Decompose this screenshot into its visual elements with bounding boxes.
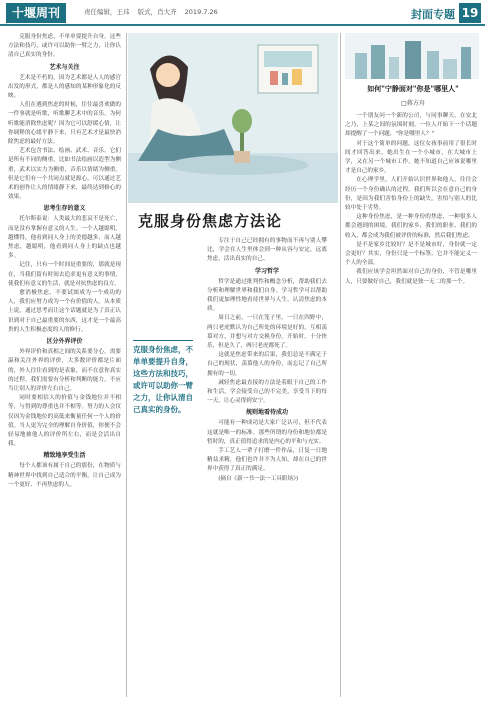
- paragraph: (摘自《新一书一法一工具职场》): [218, 475, 299, 482]
- paragraph: 人们在遇到焦虑的时候，往往最喜欢做的一件事就是听歌，听歌聊艺术中的音乐，为何听歌能消除焦虑呢？因为它可以舒缓心情，让你调释的心绪平静下来，只有艺术才是最快消除焦虑的最好方法。: [8, 102, 121, 146]
- page-meta: [84, 7, 224, 16]
- layout-credit: 版式，肖大齐: [137, 8, 177, 16]
- section-heading: 思考生存的意义: [43, 205, 86, 213]
- section-heading: 精致地享受生活: [43, 452, 86, 460]
- section-heading: 艺术与关注: [49, 63, 80, 71]
- article-title: 克服身份焦虑方法论: [138, 212, 283, 230]
- section-heading: 学习哲学: [254, 267, 279, 275]
- issue-date: 2019.7.26: [184, 8, 218, 16]
- pull-quote: 克服身份焦虑，不单单要提升自身，这些方法和技巧，或许可以助你一臂之力，让你认清自己真实的身份。: [133, 340, 199, 416]
- paragraph: 这种身份焦虑，是一种身份的焦虑，一种很多人都会遇到的困境。我们的家乡、我们的职业、我们的收入，都会成为我们被评价的标准，然后我们焦虑。: [345, 214, 477, 239]
- paragraph: 对于这个简单的问题，这位女孩事前用了很长时间才回答出来，她出生在一个小城市，在大城市上学，又在另一个城市工作，她不知道自己应该说哪里才是自己的家乡。: [345, 140, 477, 175]
- sidebar-byline: □蒋方舟: [401, 100, 425, 107]
- hero-illustration: [128, 33, 338, 203]
- paragraph: 手工艺人一辈子打磨一件作品，日复一日地精益求精，他们也许并不为人知，却在自己的世界中获得了真正的满足。: [207, 448, 327, 473]
- sidebar-column: [345, 112, 477, 702]
- paragraph: 哲学是通过批判性和概念分析，帮助我们去分析和理解世界和我们自身。学习哲学可以帮助我们更加理性地看待世界与人生，认清焦虑的本质。: [207, 278, 327, 313]
- paragraph: 是不是家乡比较好？是不是城市好，身份就一定会更好？其实，身份只是一个标签，它并不能定义一个人的全部。: [345, 241, 477, 267]
- article-column-3: [207, 237, 327, 697]
- paragraph: 在心理学里，人们开始认识世界和他人，往往会经历一个身份确认的过程。我们所以会在意自己的身份，是因为我们害怕身份上的缺失，害怕与别人的比较中处于劣势。: [345, 177, 477, 212]
- paragraph: 愈消极焦虑，不要试图成为一个成功的人，我们应努力成为一个有价值的人。从本质上说，通过思考而让这个话题就是为了真正认识到对于自己最重要的东西，这才是一个最高贵的人生积极态度的人的修行。: [8, 290, 121, 333]
- paragraph: 记住，只有一个时间是重要的，那就是现在，当我们留有时间去追求更有意义的事情，使我们有意义的生活，就是对抗焦虑的良方。: [8, 262, 121, 287]
- sidebar-decoration: [345, 33, 479, 79]
- section-heading: 区分外界评价: [46, 338, 83, 346]
- paragraph: 托尔斯泰说：人类最大的悲哀不是死亡，而是没有掌握有意义的人生。一个人越聪明，越懂得，他看到同人身上的美德越多，而人越焦虑，越聪明，他看到同人身上的缺点也越多。: [8, 216, 121, 260]
- page-header: [0, 0, 485, 26]
- editor-credit: 责任编辑，王玮: [84, 8, 130, 16]
- paragraph: 每个人都该有属于自己的那份，在物质与精神世界中找到自己适合的平衡，让自己成为一个更好、不再焦虑的人。: [8, 463, 121, 488]
- section-name: 封面专题: [411, 8, 455, 21]
- paragraph: 克服身份焦虑，不单单要提升自身，这些方法和技巧，或许可以助你一臂之力，让你认清自己真实的身份。: [8, 34, 121, 59]
- column-divider: [340, 33, 341, 697]
- paragraph: 外界评价和真相之间的关系要分心，需要温和关注外界的评价，大多数评价都是片面的，外人往往看到的是表象，而不在意你真实的过程。我们需要有分析和判断的能力，不应当让别人的评价左右自己。: [8, 349, 121, 392]
- paragraph: 我们应该学会坦然面对自己的身份，不管是哪里人，只要做好自己，我们就是独一无二的那一个。: [345, 269, 477, 285]
- paragraph: 艺术是不朽的，因为艺术都是人人的感官出发的形式，都是人的感知的某种形象化的反映。: [8, 74, 121, 100]
- paragraph: 可能有一种成功是大家广泛认可，但不代表这就是唯一的标准。那些所谓的身份和地位都是暂时的，真正值得追求的是内心的平和与充实。: [207, 420, 327, 445]
- paragraph: 艺术包含书法、绘画、武术、音乐，它们是所有不同的侧重，比如书法绘画以造型为侧重，武术以实力为侧重，音乐以情绪为侧重。但是它们有一个共同点就是源心，可以通过艺术的创作让人的情绪静下来，最终达到修心的效果。: [8, 148, 121, 201]
- paragraph: 一个朋友问一个新的公司，与同事聊天，在安北之乃，上某之间的氛围时刻，一位人开始下一个话题却提醒了一个问题，"你是哪里人？": [345, 113, 477, 138]
- paragraph: 同时要相信人的价值与金钱地位并不相等，与得到的尊重也并不相等。努力的人会仅仅因为金钱地位的高低来衡量任何一个人的价值。当人更为完全的理解自身价值，你便不会轻易地被他人的评价所左右，而是会活出自我。: [8, 395, 121, 448]
- paragraph: 专注于自己已经拥有的事物而不再与别人攀比，学会在人生里体会到一种从容与安定，远离焦虑，活出真实的自己。: [207, 238, 327, 263]
- column-divider: [126, 33, 127, 697]
- page-number: 19: [459, 3, 481, 23]
- woman-meditating-illustration: [128, 33, 338, 203]
- paragraph: 这就是焦虑带来的后果，我们总是不满足于自己的现状，羡慕他人的身份，而忘记了自己所拥有的一切。: [207, 352, 327, 377]
- paragraph: 减轻焦虑最直接的方法是着眼于自己的工作和生活，学会接受自己的不完美，享受当下的每一天，让心灵得到安宁。: [207, 379, 327, 405]
- paragraph: 周日之前，一只在笼子里、一只在四野中，两只老虎默认为自己所处的环境是好的，互相羡慕对方，并想与对方交换身份。开始时，十分快乐，但是久了，两只老虎都死了。: [207, 315, 327, 350]
- section-heading: 规则地看待成功: [245, 409, 288, 417]
- city-skyline-icon: [345, 33, 479, 79]
- article-column-1: [8, 33, 121, 697]
- masthead: 十堰周刊: [6, 3, 66, 23]
- sidebar-title: 如何"宁静面对"你是"哪里人": [367, 84, 459, 93]
